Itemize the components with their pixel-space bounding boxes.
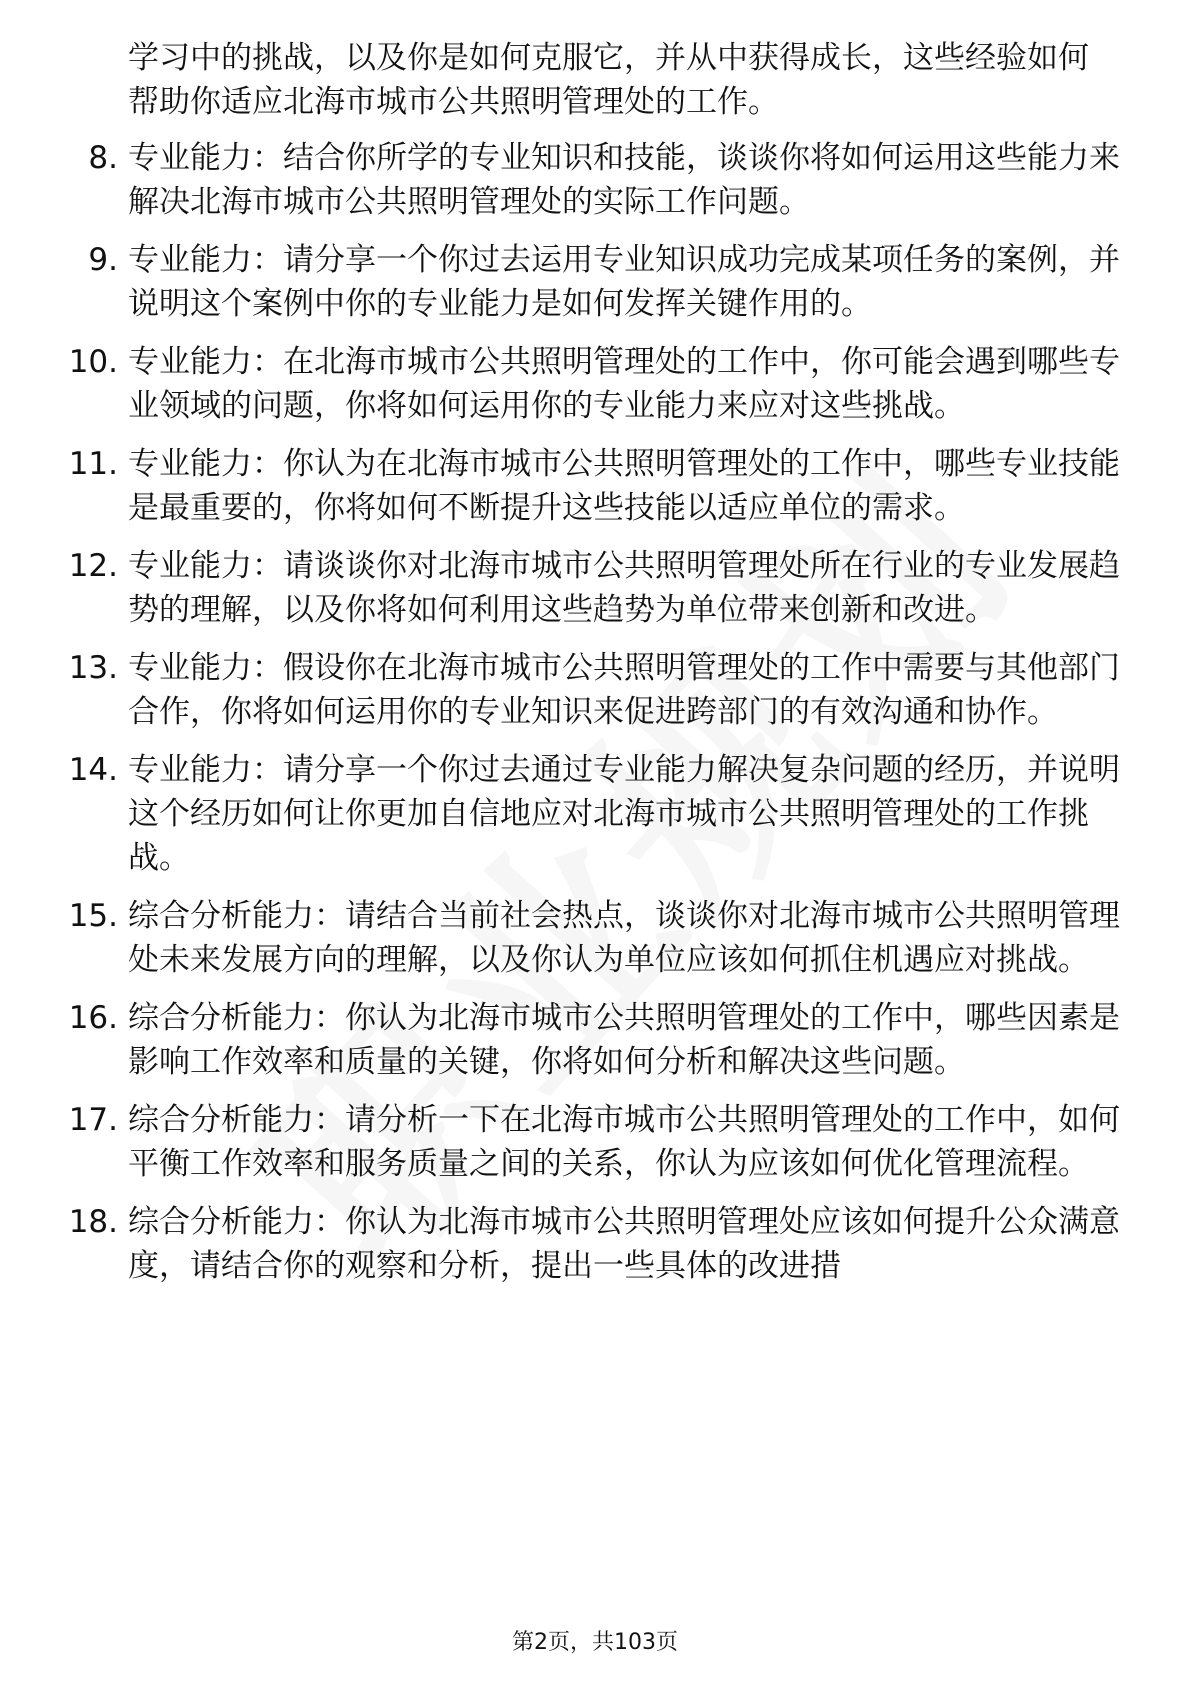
list-item-number (66, 544, 128, 588)
list-item (66, 442, 1126, 530)
list-item-number (66, 238, 128, 282)
list-item-number-text: 12. (68, 548, 118, 584)
list-item-text: 综合分析能力：请结合当前社会热点，谈谈你对北海市城市公共照明管理处未来发展方向的理解，以及你认为单位应该如何抓住机遇应对挑战。 (128, 898, 1120, 978)
list-item-number (66, 1200, 128, 1244)
list-item (66, 748, 1126, 880)
list-item-text: 专业能力：请谈谈你对北海市城市公共照明管理处所在行业的专业发展趋势的理解，以及你将如何利用这些趋势为单位带来创新和改进。 (128, 548, 1120, 628)
list-item (66, 544, 1126, 632)
list-item-number-text: 13. (68, 650, 118, 686)
list-item-text: 专业能力：请分享一个你过去通过专业能力解决复杂问题的经历，并说明这个经历如何让你更加自信地应对北海市城市公共照明管理处的工作挑战。 (128, 752, 1120, 876)
list-item (66, 1098, 1126, 1186)
list-item-text: 综合分析能力：请分析一下在北海市城市公共照明管理处的工作中，如何平衡工作效率和服务质量之间的关系，你认为应该如何优化管理流程。 (128, 1102, 1120, 1182)
list-item-number-text: 10. (68, 344, 118, 380)
list-item-number (66, 340, 128, 384)
document-body (66, 36, 1126, 1302)
list-item (66, 340, 1126, 428)
list-item (66, 894, 1126, 982)
question-list (66, 136, 1126, 1288)
list-item-text: 专业能力：结合你所学的专业知识和技能，谈谈你将如何运用这些能力来解决北海市城市公共照明管理处的实际工作问题。 (128, 140, 1120, 220)
list-item-number-text: 17. (68, 1102, 118, 1138)
list-item-number-text: 9. (88, 242, 118, 278)
list-item-number-text: 15. (68, 898, 118, 934)
list-item-number-text: 18. (68, 1204, 118, 1240)
list-item-text: 专业能力：请分享一个你过去运用专业知识成功完成某项任务的案例，并说明这个案例中你的专业能力是如何发挥关键作用的。 (128, 242, 1120, 322)
list-item (66, 136, 1126, 224)
list-item-number (66, 136, 128, 180)
list-item-number (66, 894, 128, 938)
list-item-number (66, 442, 128, 486)
list-item-number (66, 646, 128, 690)
continuation-paragraph: 学习中的挑战，以及你是如何克服它，并从中获得成长，这些经验如何帮助你适应北海市城市公共照明管理处的工作。 (128, 40, 1089, 120)
list-item-number-text: 16. (68, 1000, 118, 1036)
list-item (66, 238, 1126, 326)
list-item-number (66, 996, 128, 1040)
list-item (66, 1200, 1126, 1288)
list-item-text: 综合分析能力：你认为北海市城市公共照明管理处应该如何提升公众满意度，请结合你的观察和分析，提出一些具体的改进措 (128, 1204, 1120, 1284)
list-item-text: 专业能力：在北海市城市公共照明管理处的工作中，你可能会遇到哪些专业领域的问题，你将如何运用你的专业能力来应对这些挑战。 (128, 344, 1120, 424)
list-item-number-text: 14. (68, 752, 118, 788)
list-item-number (66, 1098, 128, 1142)
list-item (66, 646, 1126, 734)
list-item-number-text: 11. (68, 446, 118, 482)
list-item-number-text: 8. (88, 140, 118, 176)
page-footer: 第2页，共103页 (512, 1630, 678, 1655)
list-item (66, 996, 1126, 1084)
list-item-text: 专业能力：你认为在北海市城市公共照明管理处的工作中，哪些专业技能是最重要的，你将如何不断提升这些技能以适应单位的需求。 (128, 446, 1120, 526)
list-item-number (66, 748, 128, 792)
list-item-text: 专业能力：假设你在北海市城市公共照明管理处的工作中需要与其他部门合作，你将如何运用你的专业知识来促进跨部门的有效沟通和协作。 (128, 650, 1120, 730)
list-item-text: 综合分析能力：你认为北海市城市公共照明管理处的工作中，哪些因素是影响工作效率和质量的关键，你将如何分析和解决这些问题。 (128, 1000, 1120, 1080)
